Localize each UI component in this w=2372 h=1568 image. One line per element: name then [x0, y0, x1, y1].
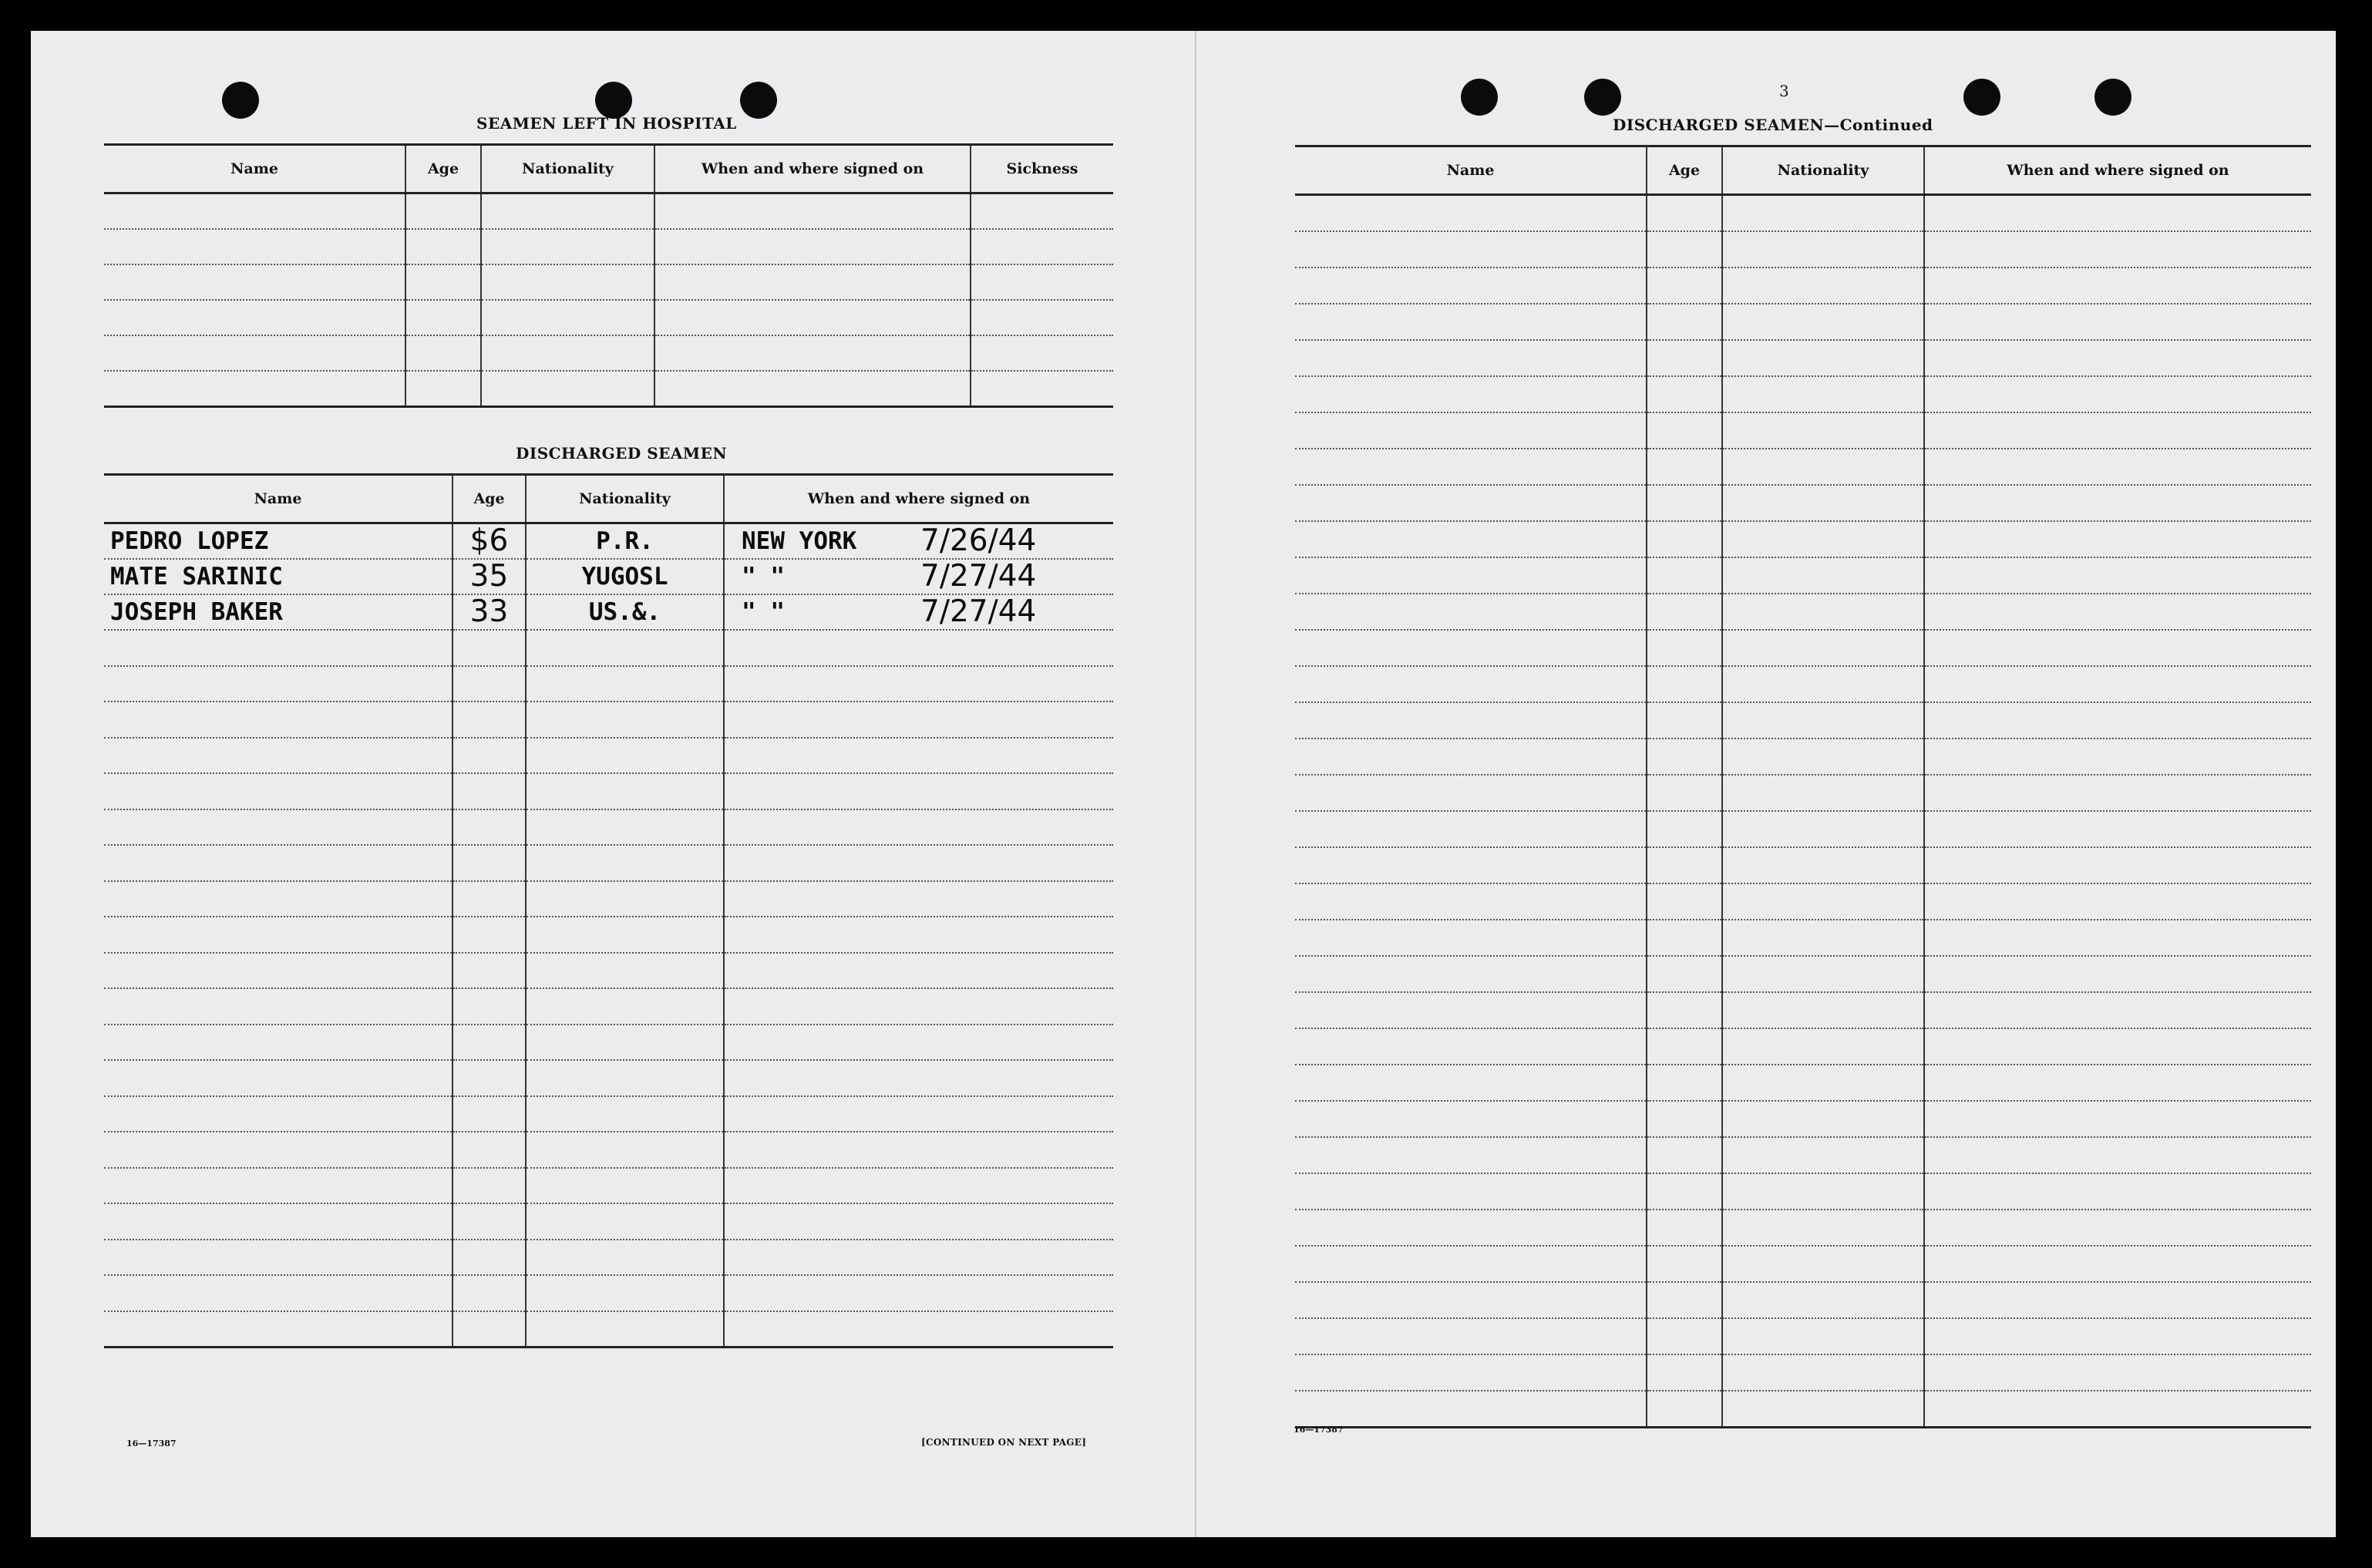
blank-row: [1295, 231, 2311, 268]
blank-row: [1295, 1101, 2311, 1137]
form-number: 16—17387: [1294, 1425, 1344, 1435]
seaman-nationality: P.R.: [596, 527, 654, 555]
blank-row: [1295, 1354, 2311, 1391]
hospital-col-nationality: Nationality: [481, 145, 654, 193]
blank-row: [104, 1240, 1113, 1276]
table-row: [104, 523, 1113, 560]
blank-row: [104, 773, 1113, 809]
blank-row: [1295, 1065, 2311, 1101]
blank-row: [1295, 1137, 2311, 1173]
blank-row: [1295, 1318, 2311, 1354]
seaman-age: 35: [469, 559, 509, 594]
discharged-col-nationality: Nationality: [526, 475, 724, 523]
blank-row: [1295, 485, 2311, 521]
blank-row: [104, 630, 1113, 666]
signed-on-place: NEW YORK: [742, 527, 857, 555]
blank-row: [1295, 920, 2311, 956]
blank-row: [1295, 449, 2311, 485]
continued-note: [CONTINUED ON NEXT PAGE]: [921, 1437, 1087, 1448]
blank-row: [1295, 1391, 2311, 1428]
punch-hole: [595, 82, 632, 119]
blank-row: [104, 917, 1113, 953]
document-sheet: [31, 31, 2336, 1537]
blank-row: [1295, 1028, 2311, 1065]
left-page: [31, 31, 1195, 1537]
blank-row: [1295, 521, 2311, 557]
form-number: 16—17387: [126, 1438, 177, 1449]
punch-hole: [1963, 79, 2000, 116]
discharged-section-title: DISCHARGED SEAMEN: [516, 444, 728, 463]
blank-row: [104, 881, 1113, 917]
hospital-col-signed-on: When and where signed on: [654, 145, 971, 193]
blank-row: [1295, 1246, 2311, 1282]
page-number: 3: [1779, 82, 1789, 100]
continued-col-signed-on: When and where signed on: [1924, 146, 2311, 195]
seaman-nationality: US.&.: [588, 598, 661, 626]
blank-row: [1295, 195, 2311, 232]
blank-row: [104, 988, 1113, 1025]
blank-row: [104, 264, 1113, 300]
blank-row: [104, 371, 1113, 407]
discharged-col-age: Age: [453, 475, 526, 523]
blank-row: [1295, 956, 2311, 992]
blank-row: [1295, 304, 2311, 340]
blank-row: [1295, 630, 2311, 666]
blank-row: [1295, 702, 2311, 739]
blank-row: [104, 702, 1113, 738]
hospital-header-row: [104, 145, 1113, 193]
blank-row: [1295, 1282, 2311, 1318]
blank-row: [104, 845, 1113, 881]
blank-row: [104, 300, 1113, 335]
blank-row: [104, 1096, 1113, 1132]
blank-row: [1295, 557, 2311, 594]
blank-row: [1295, 1173, 2311, 1210]
signed-on-date: 7/27/44: [920, 594, 1037, 629]
blank-row: [104, 1275, 1113, 1311]
seaman-age: $6: [469, 523, 509, 558]
hospital-section-title: SEAMEN LEFT IN HOSPITAL: [476, 114, 737, 133]
blank-row: [104, 738, 1113, 774]
blank-row: [1295, 268, 2311, 304]
hospital-col-name: Name: [104, 145, 405, 193]
blank-row: [1295, 811, 2311, 847]
blank-row: [1295, 376, 2311, 412]
hospital-col-sickness: Sickness: [971, 145, 1113, 193]
blank-row: [104, 229, 1113, 264]
blank-row: [1295, 883, 2311, 920]
seaman-name: PEDRO LOPEZ: [110, 527, 269, 555]
blank-row: [104, 953, 1113, 989]
punch-hole: [222, 82, 259, 119]
blank-row: [1295, 412, 2311, 449]
punch-hole: [1584, 79, 1621, 116]
blank-row: [1295, 340, 2311, 376]
blank-row: [104, 666, 1113, 702]
discharged-col-name: Name: [104, 475, 453, 523]
blank-row: [1295, 739, 2311, 775]
seaman-age: 33: [469, 594, 509, 629]
seaman-name: JOSEPH BAKER: [110, 598, 283, 626]
seaman-name: MATE SARINIC: [110, 563, 283, 591]
hospital-table: [104, 143, 1113, 408]
table-row: [104, 594, 1113, 630]
seaman-nationality: YUGOSL: [581, 563, 668, 591]
discharged-col-signed-on: When and where signed on: [724, 475, 1113, 523]
punch-hole: [2094, 79, 2131, 116]
punch-hole: [740, 82, 777, 119]
signed-on-date: 7/27/44: [920, 559, 1037, 594]
blank-row: [104, 1132, 1113, 1168]
blank-row: [104, 193, 1113, 230]
punch-hole: [1461, 79, 1498, 116]
blank-row: [104, 1060, 1113, 1096]
blank-row: [104, 1311, 1113, 1348]
discharged-continued-table: [1295, 145, 2311, 1428]
blank-row: [104, 1168, 1113, 1204]
continued-header-row: [1295, 146, 2311, 195]
hospital-col-age: Age: [405, 145, 481, 193]
blank-row: [104, 1203, 1113, 1240]
table-row: [104, 559, 1113, 594]
blank-row: [1295, 666, 2311, 702]
blank-row: [104, 809, 1113, 846]
discharged-table: [104, 473, 1113, 1348]
signed-on-place: " ": [742, 598, 785, 626]
blank-row: [1295, 594, 2311, 630]
blank-row: [1295, 775, 2311, 811]
discharged-header-row: [104, 475, 1113, 523]
blank-row: [1295, 847, 2311, 883]
continued-col-age: Age: [1647, 146, 1722, 195]
continued-col-name: Name: [1295, 146, 1647, 195]
blank-row: [104, 335, 1113, 371]
discharged-continued-title: DISCHARGED SEAMEN—Continued: [1613, 116, 1933, 134]
signed-on-place: " ": [742, 563, 785, 591]
right-page: [1195, 31, 2336, 1537]
signed-on-date: 7/26/44: [920, 523, 1037, 558]
blank-row: [1295, 1210, 2311, 1246]
blank-row: [104, 1025, 1113, 1061]
blank-row: [1295, 992, 2311, 1028]
continued-col-nationality: Nationality: [1722, 146, 1924, 195]
